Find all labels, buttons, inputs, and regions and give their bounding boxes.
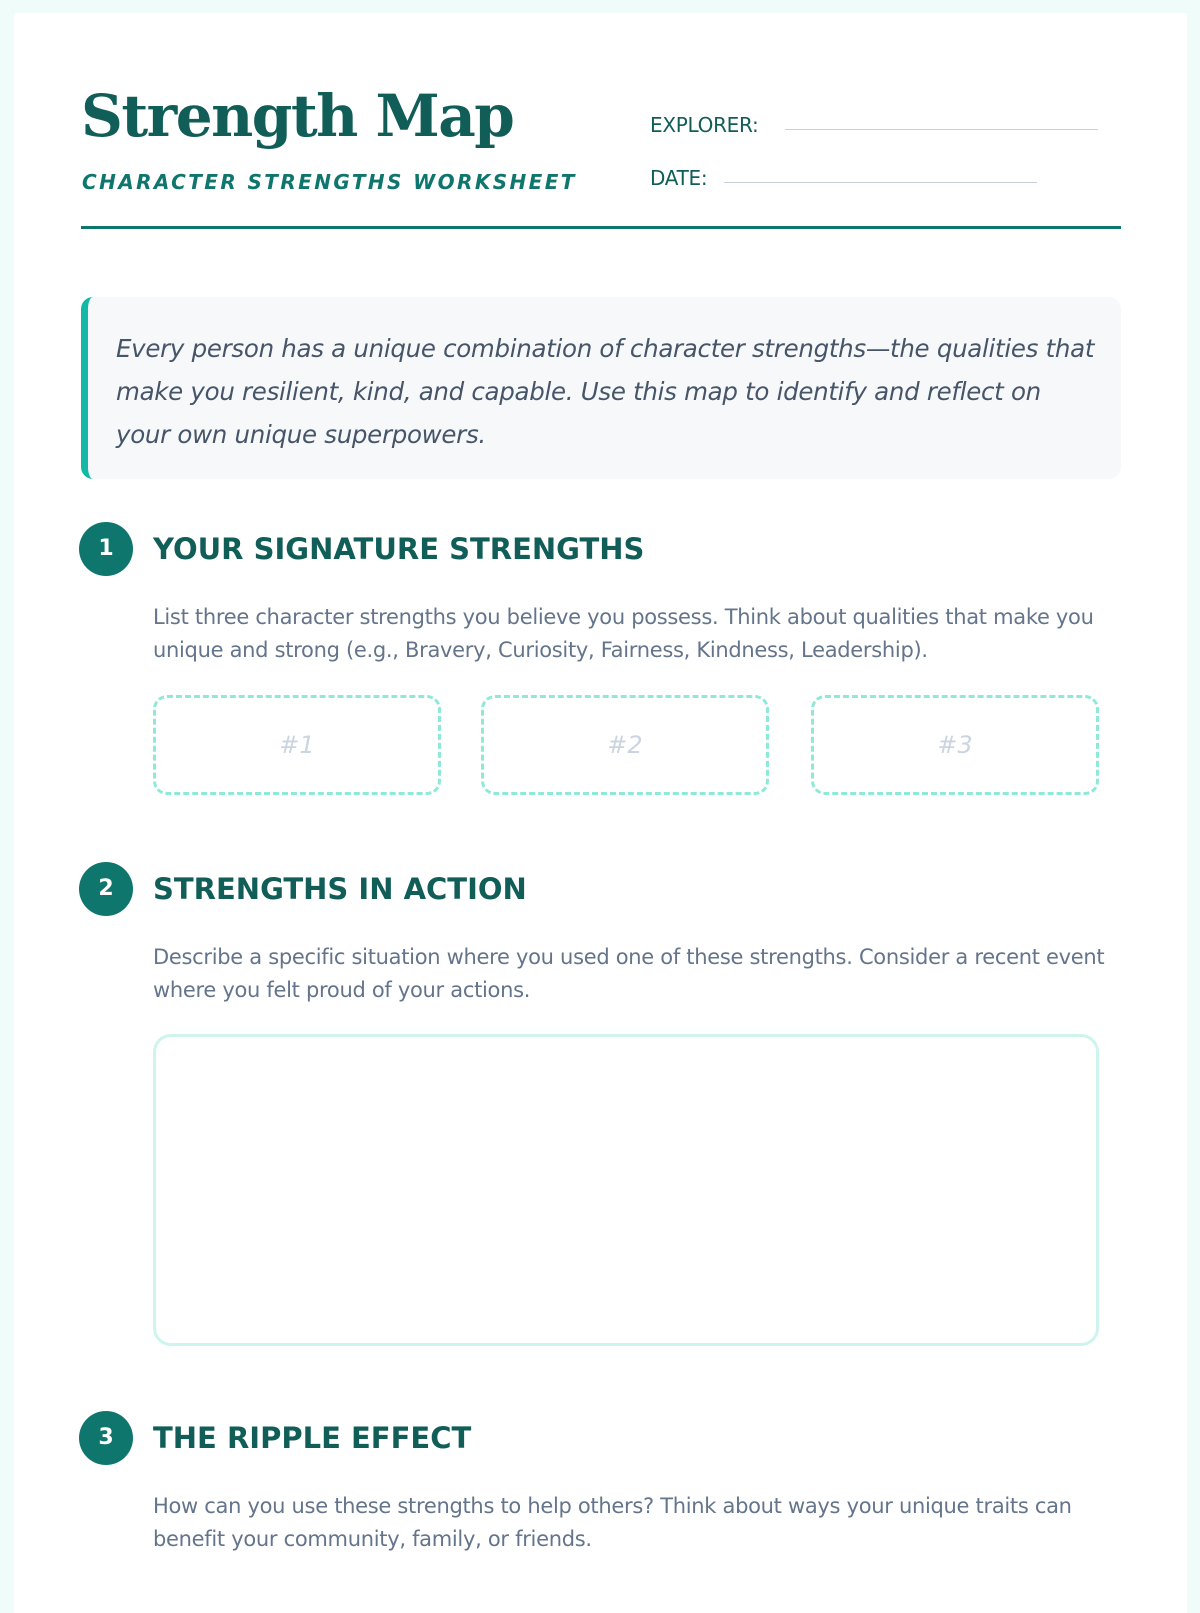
strength-slot-1[interactable]: #1	[153, 695, 441, 795]
intro-text: Every person has a unique combination of character strengths—the qualities that make you resilient, kind, and capable. Use this map to identify and reflect on your own unique superpowers.	[116, 334, 1095, 449]
explorer-label: EXPLORER:	[650, 113, 759, 137]
section-3-title: THE RIPPLE EFFECT	[153, 1421, 472, 1455]
page-subtitle: CHARACTER STRENGTHS WORKSHEET	[82, 170, 577, 194]
strength-slot-3[interactable]: #3	[811, 695, 1099, 795]
date-label: DATE:	[650, 166, 708, 190]
explorer-field[interactable]	[785, 129, 1098, 130]
intro-callout	[81, 297, 1121, 479]
section-1-number-badge: 1	[79, 522, 133, 576]
header-divider	[81, 226, 1121, 229]
section-2-number-badge: 2	[79, 862, 133, 916]
page-title: Strength Map	[81, 82, 514, 150]
section-3-description: How can you use these strengths to help others? Think about ways your unique traits can benefit your community, family, or friends.	[153, 1494, 1072, 1551]
strengths-in-action-textarea[interactable]	[153, 1034, 1099, 1346]
section-1-description: List three character strengths you believe you possess. Think about qualities that make you unique and strong (e.g., Bravery, Curiosity, Fairness, Kindness, Leadership).	[153, 605, 1094, 662]
worksheet-page	[14, 13, 1187, 1613]
section-3-number-badge: 3	[79, 1411, 133, 1465]
strength-slot-2[interactable]: #2	[481, 695, 769, 795]
section-1-title: YOUR SIGNATURE STRENGTHS	[153, 532, 645, 566]
date-field[interactable]	[724, 182, 1037, 183]
section-2-description: Describe a specific situation where you used one of these strengths. Consider a recent event where you felt proud of your actions.	[153, 945, 1105, 1002]
section-2-title: STRENGTHS IN ACTION	[153, 872, 527, 906]
